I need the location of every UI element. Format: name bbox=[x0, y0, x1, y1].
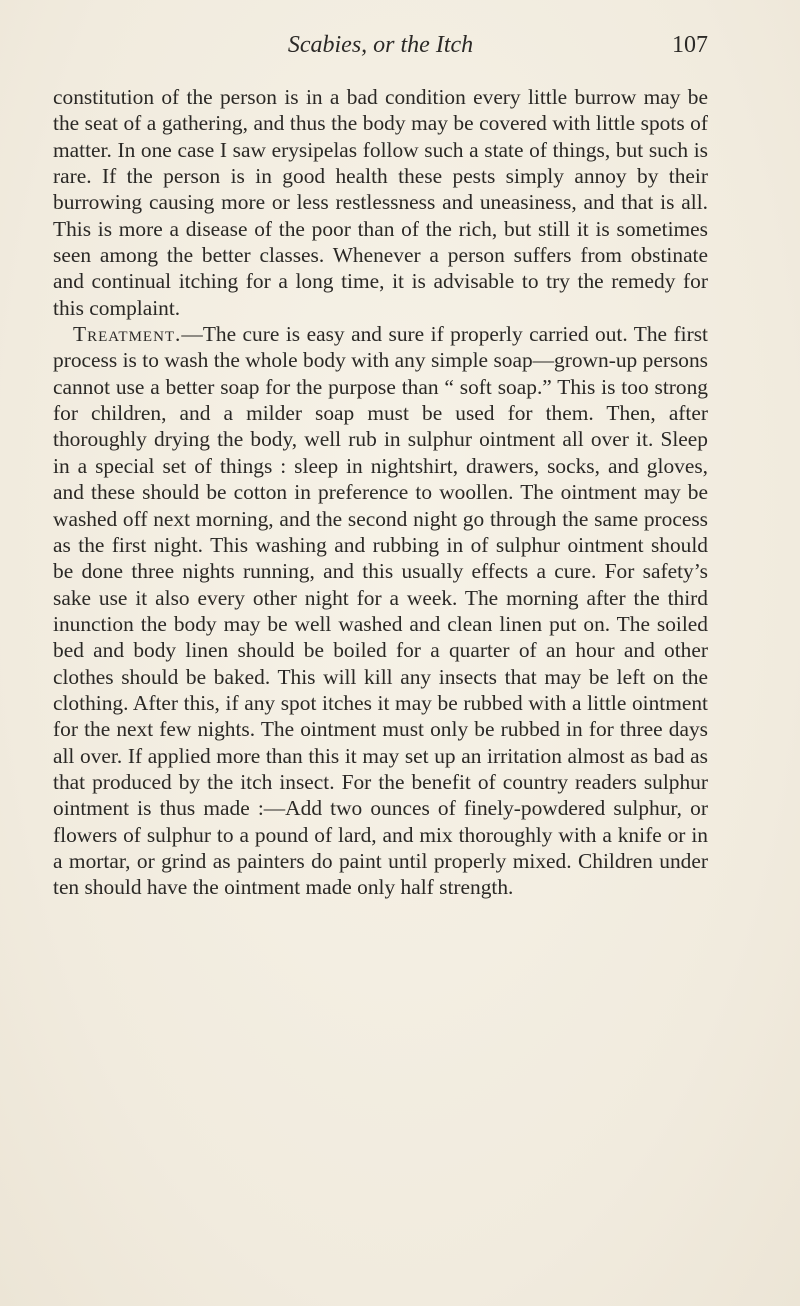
running-title-part1: Scabies, bbox=[287, 32, 368, 58]
page-header bbox=[53, 30, 708, 60]
paragraph-continuation: constitution of the person is in a bad condition every little burrow may be the seat of a gathering, and thus the body may be covered with little spots of matter. In one case I saw erysipelas follow such a state of things, but such is rare. If the person is in good health these pests simply annoy by their burrowing causing more or less restlessness and uneasiness, and that is all. This is more a disease of the poor than of the rich, but still it is sometimes seen among the better classes. Whenever a person suffers from obstinate and continual itching for a long time, it is advisable to try the remedy for this complaint. bbox=[53, 85, 708, 320]
page-number: 107 bbox=[672, 32, 708, 58]
running-title-part2: the Itch bbox=[400, 32, 474, 58]
running-title-or: or bbox=[367, 32, 401, 58]
treatment-body: —The cure is easy and sure if properly carried out. The first process is to wash the whole body with any simple soap—grown-up persons cannot use a better soap for the purpose than “ soft soap.” This is too strong for children, and a milder soap must be used for them. Then, after thoroughly drying the body, well rub in sulphur ointment all over it. Sleep in a special set of things : sleep in nightshirt, drawers, socks, and gloves, and these should be cotton in preference to woollen. The ointment may be washed off next morning, and the second night go through the same process as the first night. This washing and rubbing in of sulphur ointment should be done three nights running, and this usually effects a cure. For safety’s sake use it also every other night for a week. The morning after the third inunction the body may be well washed and clean linen put on. The soiled bed and body linen should be boiled for a quarter of an hour and other clothes should be baked. This will kill any insects that may be left on the clothing. After this, if any spot itches it may be rubbed with a little ointment for the next few nights. The ointment must only be rubbed in for three days all over. If applied more than this it may set up an irritation almost as bad as that produced by the itch insect. For the benefit of country readers sulphur ointment is thus made :—Add two ounces of finely-powdered sulphur, or flowers of sulphur to a pound of lard, and mix thoroughly with a knife or in a mortar, or grind as painters do paint until properly mixed. Children under ten should have the ointment made only half strength. bbox=[53, 322, 708, 900]
paragraph-treatment bbox=[53, 321, 708, 901]
running-title bbox=[53, 30, 708, 60]
body-text bbox=[53, 84, 708, 901]
treatment-heading: Treatment. bbox=[73, 322, 182, 347]
